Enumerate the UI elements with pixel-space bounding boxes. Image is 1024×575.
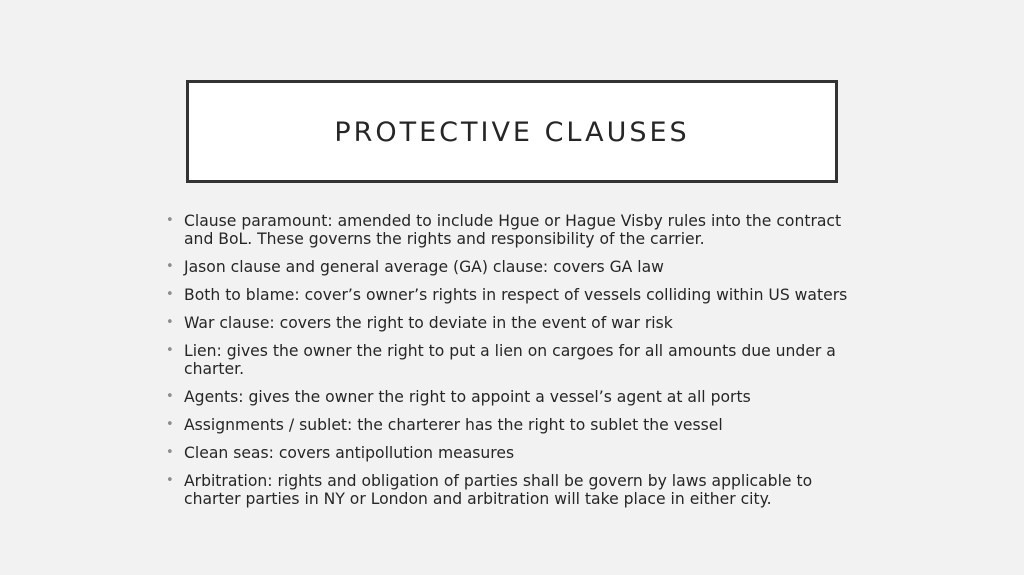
bullet-dot-icon: • (166, 287, 174, 302)
bullet-text: Agents: gives the owner the right to appoint a vessel’s agent at all ports (184, 388, 751, 406)
bullet-text: Clean seas: covers antipollution measures (184, 444, 515, 462)
bullet-text: Lien: gives the owner the right to put a lien on cargoes for all amounts due under a charter. (184, 342, 836, 378)
bullet-dot-icon: • (166, 259, 174, 274)
bullet-dot-icon: • (166, 343, 174, 358)
bullet-item (166, 314, 866, 332)
bullet-text: Clause paramount: amended to include Hgue or Hague Visby rules into the contract and BoL. These governs the rights and responsibility of the carrier. (184, 212, 842, 248)
bullet-item (166, 258, 866, 276)
bullet-list (166, 212, 866, 518)
bullet-dot-icon: • (166, 473, 174, 488)
bullet-item (166, 212, 866, 248)
bullet-dot-icon: • (166, 213, 174, 228)
bullet-dot-icon: • (166, 445, 174, 460)
bullet-item (166, 472, 866, 508)
bullet-dot-icon: • (166, 417, 174, 432)
bullet-text: Arbitration: rights and obligation of parties shall be govern by laws applicable to charter parties in NY or London and arbitration will take place in either city. (184, 472, 813, 508)
bullet-text: Both to blame: cover’s owner’s rights in respect of vessels colliding within US waters (184, 286, 848, 304)
bullet-item (166, 286, 866, 304)
bullet-text: Assignments / sublet: the charterer has the right to sublet the vessel (184, 416, 723, 434)
bullet-item (166, 416, 866, 434)
bullet-dot-icon: • (166, 389, 174, 404)
bullet-text: War clause: covers the right to deviate in the event of war risk (184, 314, 673, 332)
bullet-dot-icon: • (166, 315, 174, 330)
bullet-item (166, 388, 866, 406)
bullet-item (166, 342, 866, 378)
bullet-item (166, 444, 866, 462)
title-box (186, 80, 838, 183)
slide-title: PROTECTIVE CLAUSES (334, 117, 690, 148)
bullet-text: Jason clause and general average (GA) clause: covers GA law (184, 258, 664, 276)
